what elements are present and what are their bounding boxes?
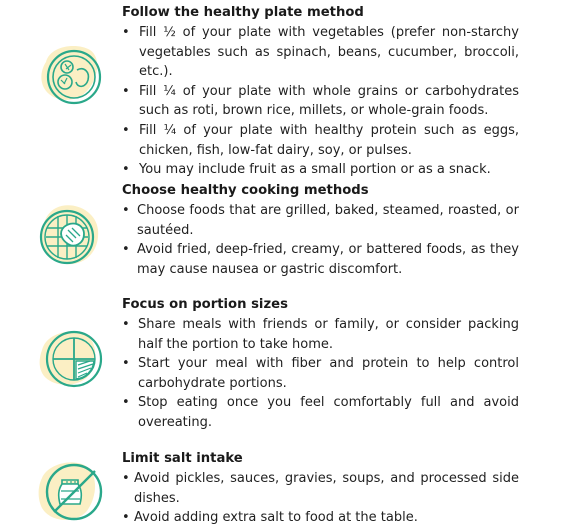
- bullet-glyph: •: [122, 25, 130, 40]
- bullet-glyph: •: [122, 162, 130, 178]
- list-item: • Avoid adding extra salt to food at the table.: [122, 508, 519, 528]
- list-item: • Stop eating once you feel comfortably full and avoid overeating.: [122, 395, 519, 430]
- list-item: • Choose foods that are grilled, baked, steamed, roasted, or sautéed.: [122, 203, 519, 238]
- bullet-list: [122, 23, 519, 180]
- section-title: Follow the healthy plate method: [122, 5, 364, 20]
- section-title: Limit salt intake: [122, 451, 243, 466]
- list-item: • Fill ¼ of your plate with whole grains or carbohydrates such as roti, brown rice, millets, or whole-grain foods.: [122, 83, 519, 119]
- portion-plate-icon: [34, 324, 106, 394]
- section-title: Choose healthy cooking methods: [122, 183, 369, 198]
- bullet-glyph: •: [122, 122, 130, 138]
- bullet-list: [122, 315, 519, 433]
- grill-icon: [34, 200, 106, 272]
- list-item: • Fill ¼ of your plate with healthy protein such as eggs, chicken, fish, low-fat dairy, soy, or pulses.: [122, 122, 519, 158]
- bullet-glyph: •: [122, 242, 130, 258]
- no-salt-icon: [34, 456, 106, 529]
- bullet-glyph: •: [122, 471, 130, 486]
- bullet-glyph: •: [122, 356, 130, 372]
- bullet-glyph: •: [122, 83, 130, 99]
- bullet-glyph: •: [122, 395, 130, 411]
- healthy-plate-icon: [36, 40, 108, 110]
- list-item: • Start your meal with fiber and protein to help control carbohydrate portions.: [122, 356, 519, 391]
- list-item: • You may include fruit as a small portion or as a snack.: [122, 160, 519, 180]
- section-title: Focus on portion sizes: [122, 297, 288, 312]
- bullet-glyph: •: [122, 317, 130, 332]
- bullet-list: [122, 201, 519, 279]
- list-item: • Avoid fried, deep-fried, creamy, or battered foods, as they may cause nausea or gastric discomfort.: [122, 242, 519, 277]
- bullet-glyph: •: [122, 203, 130, 218]
- list-item: • Fill ½ of your plate with vegetables (prefer non-starchy vegetables such as spinach, beans, cucumber, broccoli, etc.).: [122, 25, 519, 80]
- list-item: • Avoid pickles, sauces, gravies, soups, and processed side dishes.: [122, 471, 519, 506]
- bullet-glyph: •: [122, 510, 130, 526]
- bullet-list: [122, 469, 519, 528]
- list-item: • Share meals with friends or family, or consider packing half the portion to take home.: [122, 317, 519, 352]
